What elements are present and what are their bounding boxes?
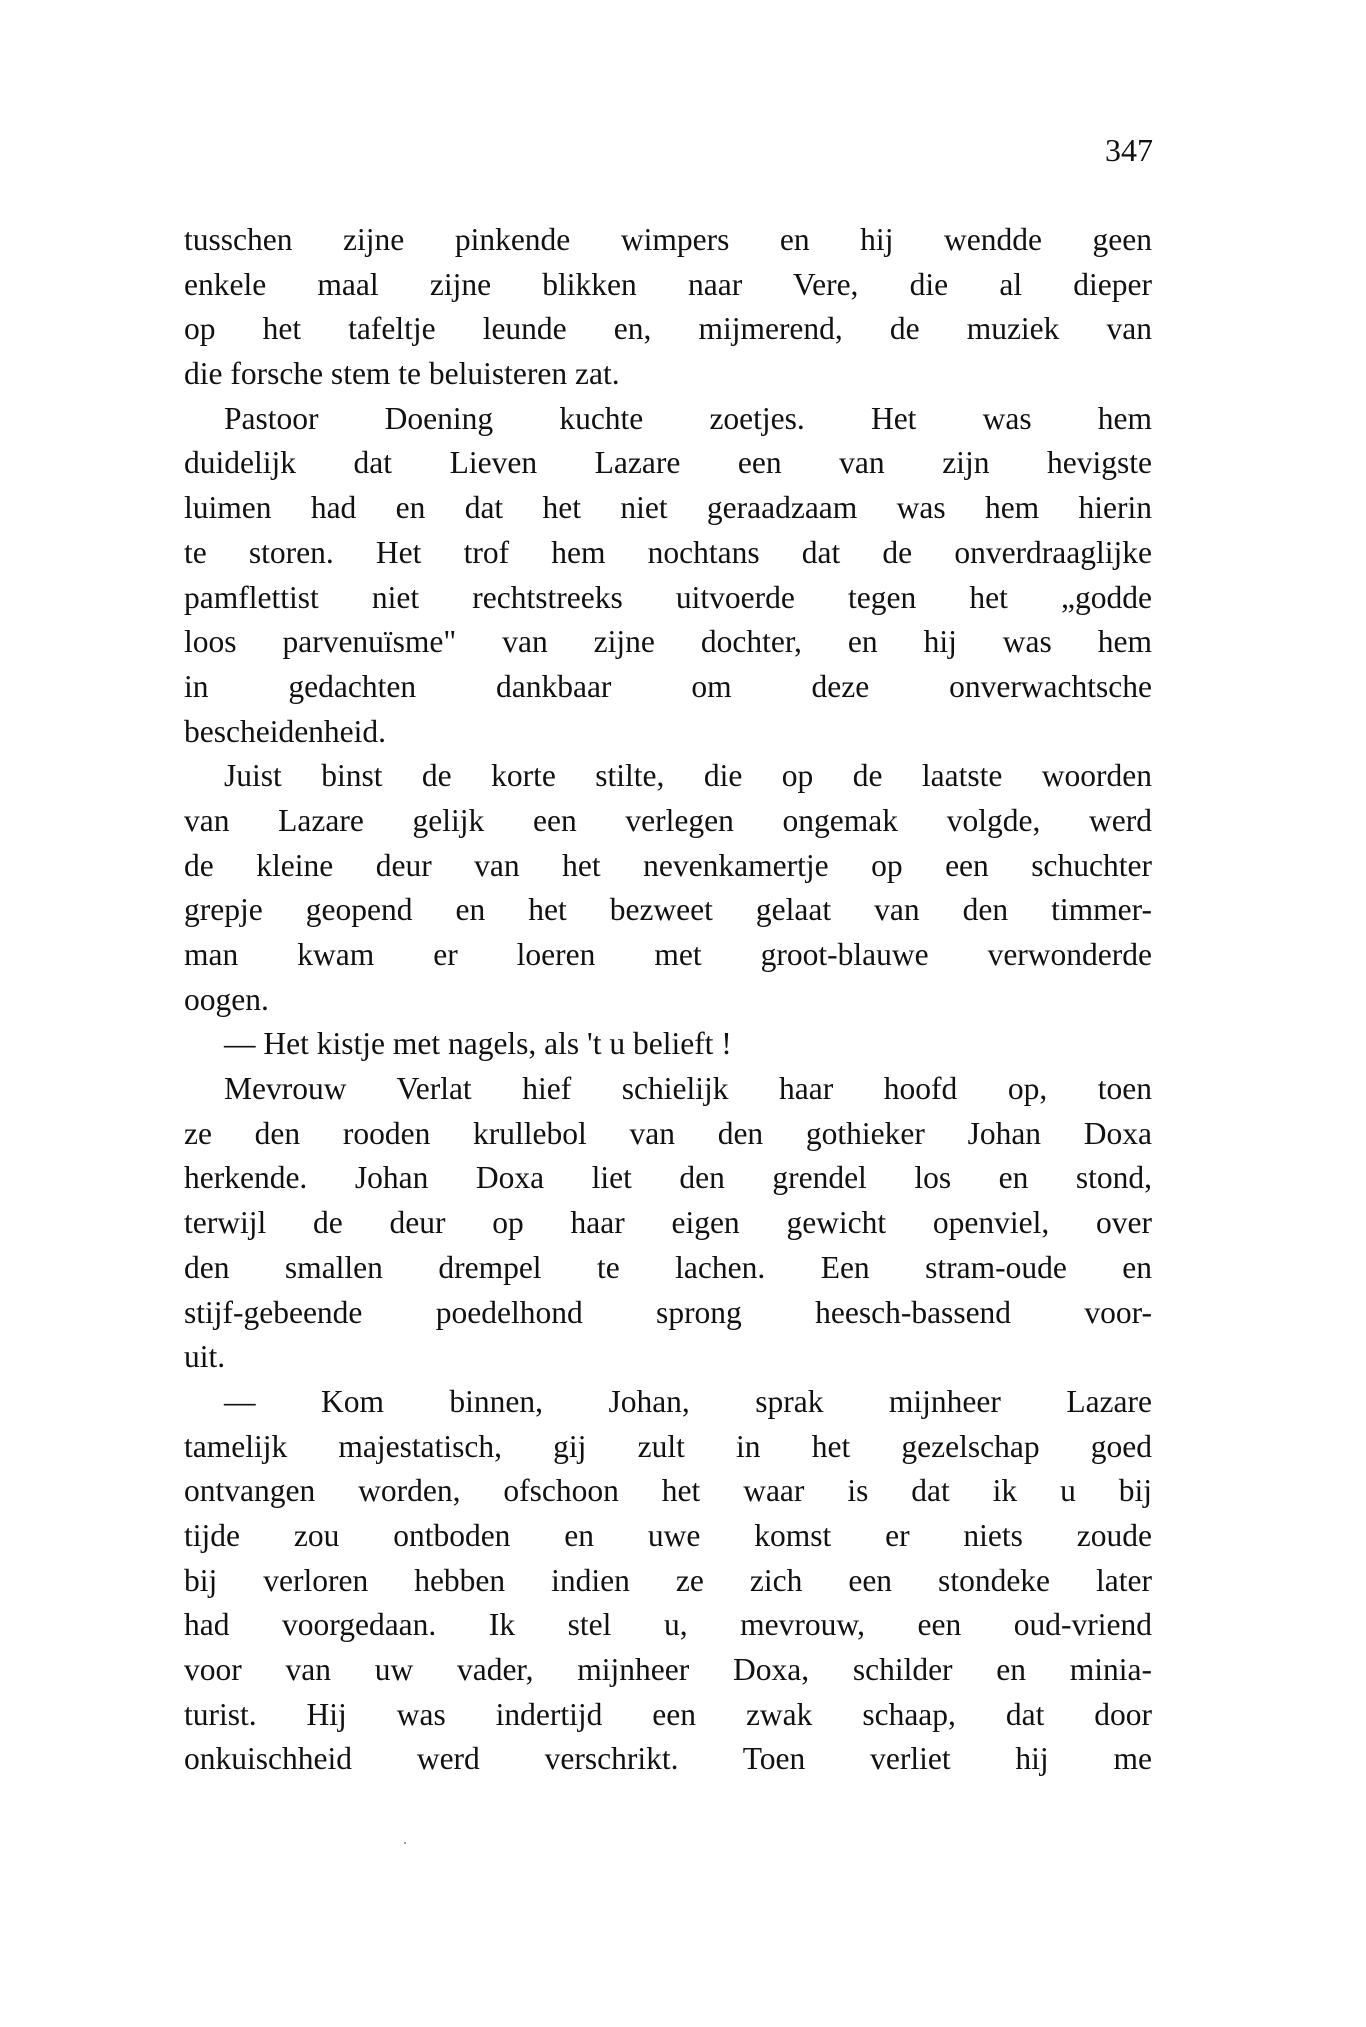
paragraph	[184, 1380, 1152, 1782]
text-line: bij verloren hebben indien ze zich een stondeke later	[184, 1562, 1152, 1598]
text-line: oogen.	[184, 981, 269, 1017]
paragraph	[184, 218, 1152, 397]
text-line: de kleine deur van het nevenkamertje op een schuchter	[184, 847, 1152, 883]
text-line: — Het kistje met nagels, als 't u belieft !	[224, 1026, 732, 1062]
text-line: onkuischheid werd verschrikt. Toen verliet hij me	[184, 1741, 1152, 1777]
scan-speck	[404, 1842, 406, 1844]
text-line: terwijl de deur op haar eigen gewicht openviel, over	[184, 1205, 1152, 1241]
text-line: uit.	[184, 1339, 226, 1375]
text-line: grepje geopend en het bezweet gelaat van den timmer-	[184, 892, 1152, 928]
text-line: die forsche stem te beluisteren zat.	[184, 356, 620, 392]
text-line: tijde zou ontboden en uwe komst er niets zoude	[184, 1517, 1152, 1553]
text-line: stijf-gebeende poedelhond sprong heesch-bassend voor-	[184, 1294, 1152, 1330]
text-line: enkele maal zijne blikken naar Vere, die al dieper	[184, 266, 1152, 302]
body-text	[184, 218, 1152, 1782]
text-line: tamelijk majestatisch, gij zult in het gezelschap goed	[184, 1428, 1152, 1464]
text-line: loos parvenuïsme" van zijne dochter, en hij was hem	[184, 624, 1152, 660]
text-line: turist. Hij was indertijd een zwak schaap, dat door	[184, 1696, 1152, 1732]
text-line: bescheidenheid.	[184, 713, 387, 749]
text-line: den smallen drempel te lachen. Een stram-oude en	[184, 1249, 1152, 1285]
paragraph	[184, 397, 1152, 755]
text-line: man kwam er loeren met groot-blauwe verwonderde	[184, 937, 1152, 972]
text-line: voor van uw vader, mijnheer Doxa, schilder en minia-	[184, 1652, 1152, 1687]
text-line: Pastoor Doening kuchte zoetjes. Het was hem	[224, 400, 1152, 436]
text-line: op het tafeltje leunde en, mijmerend, de muziek van	[184, 311, 1152, 347]
text-line: in gedachten dankbaar om deze onverwachtsche	[184, 668, 1152, 704]
paragraph	[184, 754, 1152, 1022]
paragraph	[184, 1022, 1152, 1067]
text-line: pamflettist niet rechtstreeks uitvoerde tegen het „godde	[184, 579, 1152, 615]
text-line: luimen had en dat het niet geraadzaam was hem hierin	[184, 490, 1152, 526]
text-line: — Kom binnen, Johan, sprak mijnheer Lazare	[224, 1383, 1152, 1419]
text-line: van Lazare gelijk een verlegen ongemak volgde, werd	[184, 802, 1152, 838]
text-line: te storen. Het trof hem nochtans dat de onverdraaglijke	[184, 534, 1152, 570]
text-line: ontvangen worden, ofschoon het waar is dat ik u bij	[184, 1473, 1152, 1509]
text-line: herkende. Johan Doxa liet den grendel los en stond,	[184, 1160, 1152, 1196]
text-line: had voorgedaan. Ik stel u, mevrouw, een oud-vriend	[184, 1607, 1152, 1643]
text-line: duidelijk dat Lieven Lazare een van zijn hevigste	[184, 445, 1152, 481]
page-number: 347	[1105, 132, 1153, 168]
text-line: tusschen zijne pinkende wimpers en hij wendde geen	[184, 222, 1152, 257]
text-line: Mevrouw Verlat hief schielijk haar hoofd op, toen	[224, 1071, 1152, 1107]
text-line: ze den rooden krullebol van den gothieker Johan Doxa	[184, 1115, 1152, 1151]
paragraph	[184, 1067, 1152, 1380]
text-line: Juist binst de korte stilte, die op de laatste woorden	[224, 758, 1152, 794]
